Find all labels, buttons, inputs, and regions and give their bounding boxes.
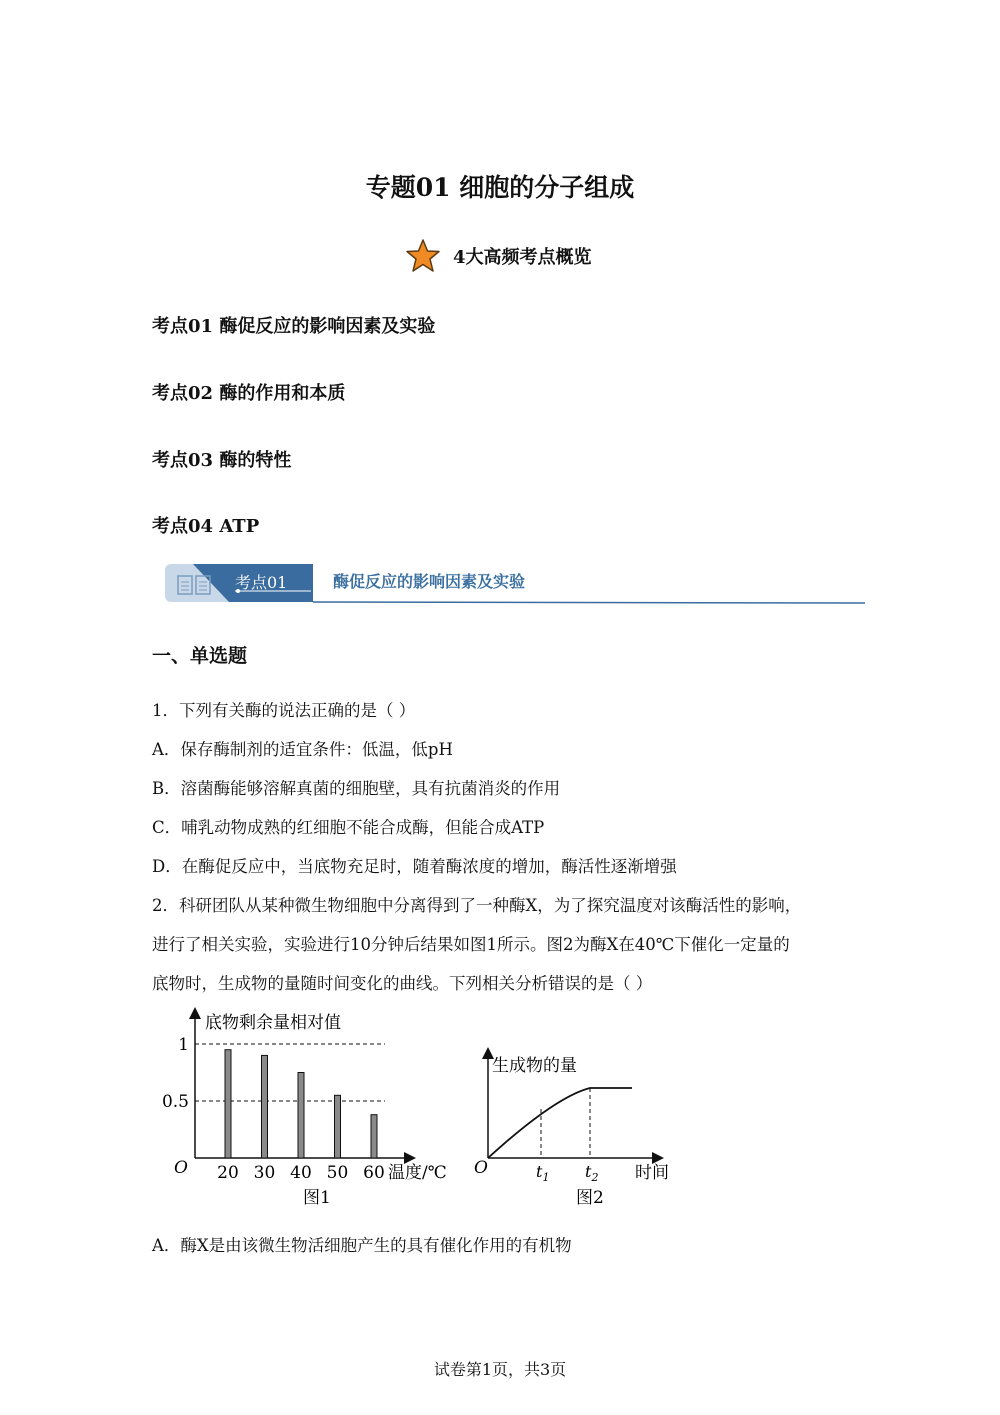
banner-title: 酶促反应的影响因素及实验 — [333, 572, 526, 591]
question-1: 1．下列有关酶的说法正确的是（ ） — [152, 701, 416, 720]
banner-tag: 考点01 — [235, 573, 288, 592]
option-d: D．在酶促反应中，当底物充足时，随着酶浓度的增加，酶活性逐渐增强 — [152, 857, 677, 876]
overview-heading — [405, 238, 592, 274]
kaodian-item: 考点04 ATP — [152, 516, 260, 537]
question-2-option-a: A．酶X是由该微生物活细胞产生的具有催化作用的有机物 — [152, 1236, 572, 1255]
chart1-title: 图1 — [303, 1188, 331, 1208]
chart1-bar — [262, 1055, 268, 1158]
book-icon — [177, 574, 211, 596]
chart2-xlabel: 时间 — [635, 1163, 669, 1183]
page-title: 专题01 细胞的分子组成 — [365, 173, 635, 202]
chart1-xlabel: 温度/℃ — [388, 1163, 447, 1183]
option-c: C．哺乳动物成熟的红细胞不能合成酶，但能合成ATP — [152, 818, 545, 837]
chart1-xtick: 30 — [253, 1163, 276, 1183]
chart1-xtick: 40 — [290, 1163, 312, 1183]
question-2-line: 进行了相关实验，实验进行10分钟后结果如图1所示。图2为酶X在40℃下催化一定量的 — [152, 935, 790, 954]
chart1-origin: O — [174, 1158, 188, 1178]
chart2-tick-t1: $t_1$ — [536, 1162, 550, 1184]
option-a: A．保存酶制剂的适宜条件：低温，低pH — [152, 740, 453, 759]
chart1-bar — [371, 1115, 377, 1158]
chart2-tick-t2: $t_2$ — [585, 1162, 599, 1184]
kaodian-item: 考点03 酶的特性 — [152, 450, 292, 471]
chart1-xtick: 50 — [326, 1163, 349, 1183]
star-icon — [405, 238, 441, 274]
chart-2 — [474, 1053, 669, 1208]
chart2-title: 图2 — [576, 1188, 604, 1208]
chart1-ytick: 1 — [178, 1035, 189, 1055]
overview-label: 4大高频考点概览 — [453, 247, 592, 268]
chart1-xtick: 20 — [217, 1163, 239, 1183]
chart1-ytick: 0.5 — [161, 1092, 189, 1112]
chart-1 — [162, 1013, 447, 1208]
chart1-bar — [225, 1050, 231, 1158]
chart1-xtick: 60 — [363, 1163, 385, 1183]
chart1-bar — [335, 1095, 341, 1158]
chart2-curve — [488, 1088, 632, 1158]
chart2-origin: O — [474, 1158, 488, 1178]
kaodian-item: 考点02 酶的作用和本质 — [152, 383, 346, 404]
kaodian-item: 考点01 酶促反应的影响因素及实验 — [152, 316, 436, 337]
figure-charts — [160, 1005, 680, 1220]
section-heading: 一、单选题 — [152, 645, 248, 667]
section-banner — [165, 562, 865, 606]
chart2-ylabel: 生成物的量 — [492, 1056, 577, 1076]
option-b: B．溶菌酶能够溶解真菌的细胞壁，具有抗菌消炎的作用 — [152, 779, 561, 798]
chart1-ylabel: 底物剩余量相对值 — [205, 1013, 341, 1033]
page-footer: 试卷第1页，共3页 — [433, 1360, 567, 1379]
chart1-bar — [298, 1073, 304, 1159]
question-2-line: 2．科研团队从某种微生物细胞中分离得到了一种酶X，为了探究温度对该酶活性的影响， — [152, 896, 802, 915]
question-2-line: 底物时，生成物的量随时间变化的曲线。下列相关分析错误的是（ ） — [152, 974, 653, 993]
